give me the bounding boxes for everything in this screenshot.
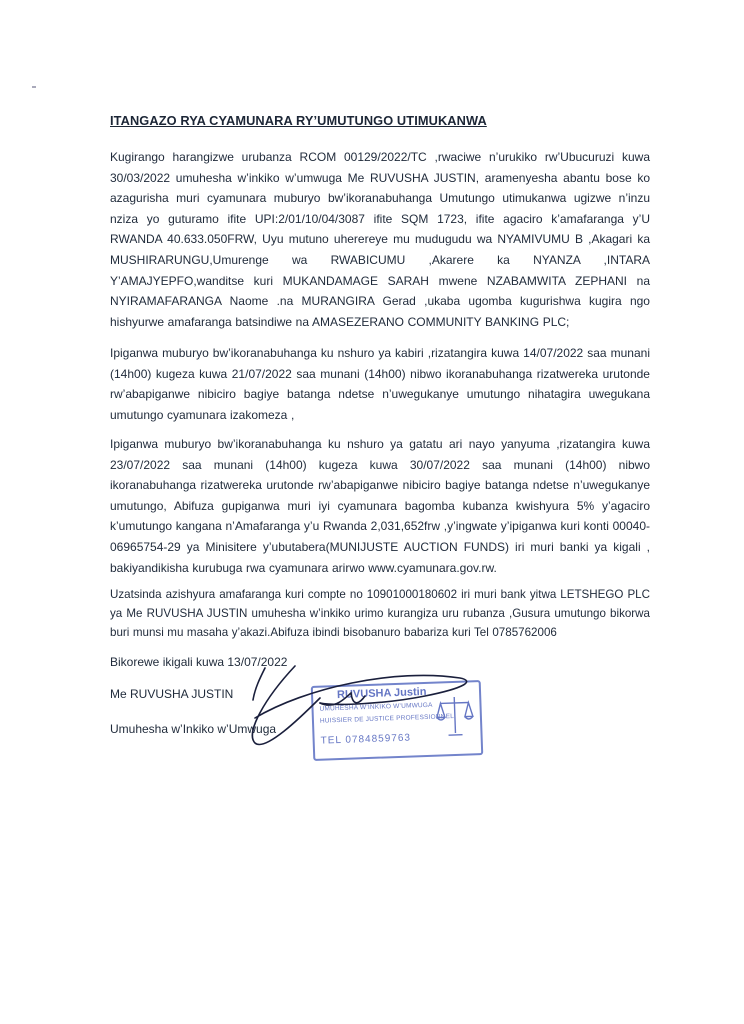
date-line: Bikorewe ikigali kuwa 13/07/2022 bbox=[110, 655, 288, 669]
signer-role: Umuhesha w’Inkiko w’Umwuga bbox=[110, 722, 277, 736]
stamp-line-2: HUISSIER DE JUSTICE PROFESSIONNEL bbox=[319, 713, 455, 725]
handwritten-signature bbox=[225, 648, 475, 758]
paragraph-third-round: Ipiganwa muburyo bw’ikoranabuhanga ku nshuro ya gatatu ari nayo yanyuma ,rizatangira kuwa 23/07/2022 saa munani (14h00) kugeza kuwa 30/07/2022 saa munani (14h00) nibwo ikoranabuhanga rizatwereka urutonde rw’abapiganwe nibiciro bagiye batanga ndetse n’uwegukanye umutungo, Abifuza gupiganwa muri iyi cyamunara bagomba kubanza kwishyura 5% y’agaciro k’umutungo kangana n’Amafaranga y’u Rwanda 2,031,652frw ,y’ingwate y’ipiganwa kuri konti 00040-06965754-29 ya Minisitere y’ubutabera(MUNIJUSTE AUCTION FUNDS) iri muri banki ya kigali , bakiyandikisha kurubuga rwa cyamunara arirwo www.cyamunara.gov.rw. bbox=[110, 437, 650, 575]
paragraph-second-round: Ipiganwa muburyo bw’ikoranabuhanga ku nshuro ya kabiri ,rizatangira kuwa 14/07/2022 saa munani (14h00) kugeza kuwa 21/07/2022 saa munani (14h00) nibwo ikoranabuhanga rizatwereka urutonde rw’abapiganwe nibiciro bagiye batanga ndetse n’uwegukanye umutungo nihatagira uwegukana umutungo cyamunara izakomeza , bbox=[110, 346, 650, 422]
signer-name: Me RUVUSHA JUSTIN bbox=[110, 687, 234, 701]
stamp-name: RUVUSHA Justin bbox=[336, 685, 427, 702]
paragraph-payment-info: Uzatsinda azishyura amafaranga kuri compte no 10901000180602 iri muri bank yitwa LETSHEGO PLC ya Me RUVUSHA JUSTIN umuhesha w’inkiko urimo kurangiza uru rubanza ,Gusura umutungo bikorwa buri munsi mu masaha y’akazi.Abifuza ibindi bisobanuro babariza kuri Tel 0785762006 bbox=[110, 588, 650, 640]
scan-speck bbox=[32, 86, 36, 88]
paragraph-auction-notice: Kugirango harangizwe urubanza RCOM 00129/2022/TC ,rwaciwe n’urukiko rw’Ubucuruzi kuwa 30/03/2022 umuhesha w’inkiko w’umwuga Me RUVUSHA JUSTIN, aramenyesha abantu bose ko azagurisha muri cyamunara muburyo bw’ikoranabuhanga Umutungo utimukanwa ugizwe n’inzu nziza yo guturamo ifite UPI:2/01/10/04/3087 ifite SQM 1723, ifite agaciro k’amafaranga y’U RWANDA 40.633.050FRW, Uyu mutuno uherereye mu mudugudu wa NYAMIVUMU B ,Akagari ka MUSHIRARUNGU,Umurenge wa RWABICUMU ,Akarere ka NYANZA ,INTARA Y’AMAJYEPFO,wanditse kuri MUKANDAMAGE SARAH mwene NZABAMWITA ZEPHANI na NYIRAMAFARANGA Naome .na MURANGIRA Gerad ,ukaba ugomba kugurishwa kugira ngo hishyurwe amafaranga batsindiwe na AMASEZERANO COMMUNITY BANKING PLC; bbox=[110, 150, 650, 329]
stamp-line-1: UMUHESHA W’INKIKO W’UMWUGA bbox=[319, 701, 433, 713]
document-title: ITANGAZO RYA CYAMUNARA RY’UMUTUNGO UTIMUKANWA bbox=[110, 113, 487, 128]
stamp-phone: TEL 0784859763 bbox=[320, 732, 412, 747]
